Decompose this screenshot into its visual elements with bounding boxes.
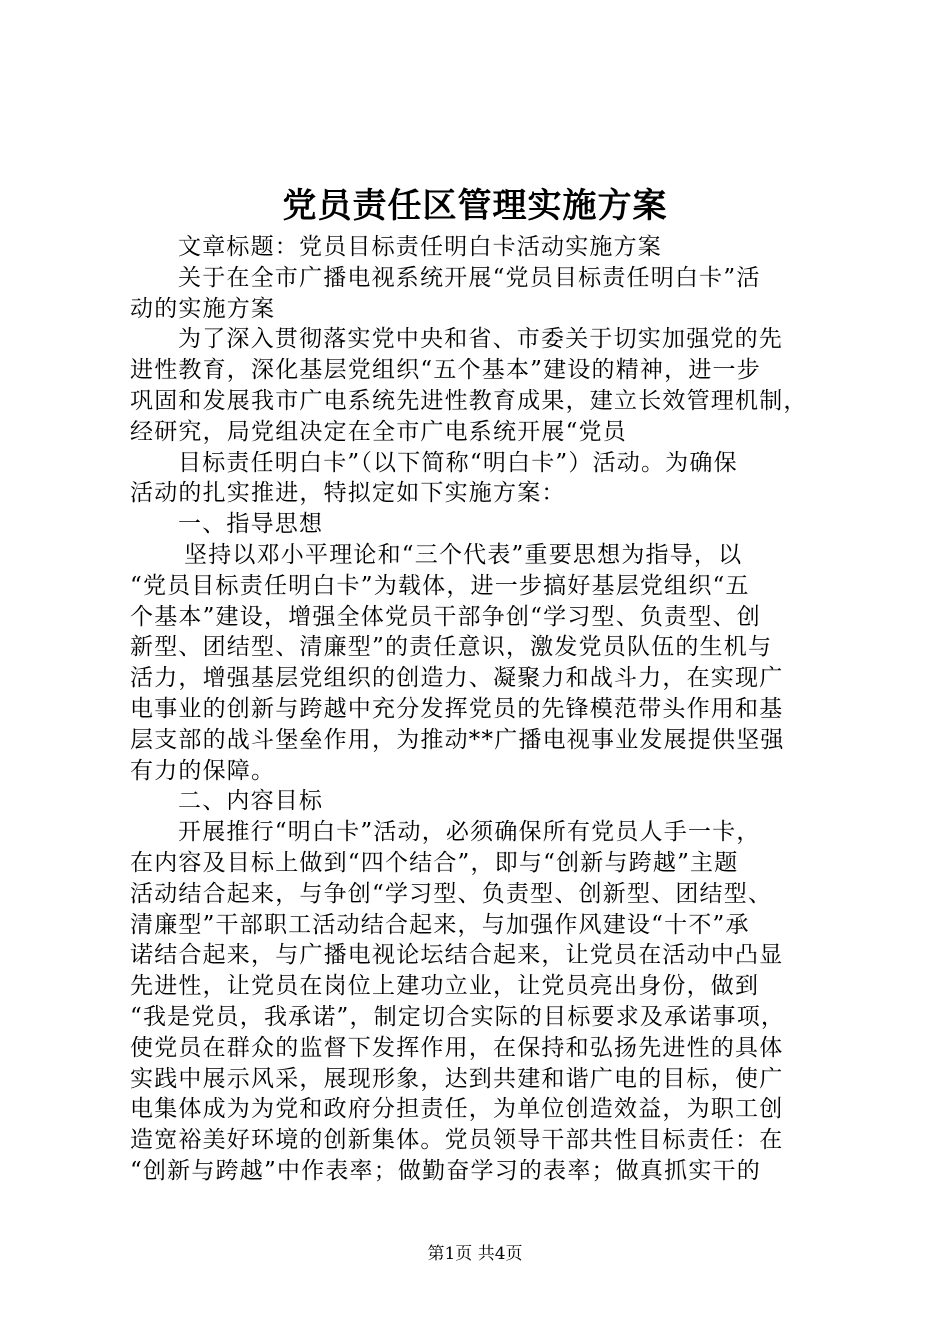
paragraph-line: 巩固和发展我市广电系统先进性教育成果，建立长效管理机制，	[130, 387, 808, 414]
paragraph-line: 经研究，局党组决定在全市广电系统开展“党员	[130, 418, 627, 445]
paragraph-line: 清廉型”干部职工活动结合起来，与加强作风建设“十不”承	[130, 911, 750, 938]
paragraph-line: “党员目标责任明白卡”为载体，进一步搞好基层党组织“五	[130, 572, 750, 599]
paragraph-line: 活力，增强基层党组织的创造力、凝聚力和战斗力，在实现广	[130, 665, 784, 692]
document-body	[130, 232, 835, 1187]
section-heading: 二、内容目标	[178, 788, 324, 815]
paragraph-line: 为了深入贯彻落实党中央和省、市委关于切实加强党的先	[178, 326, 783, 353]
paragraph-line: 个基本”建设，增强全体党员干部争创“学习型、负责型、创	[130, 603, 761, 630]
paragraph-line: 坚持以邓小平理论和“三个代表”重要思想为指导，以	[184, 541, 743, 568]
paragraph-line: 使党员在群众的监督下发挥作用，在保持和弘扬先进性的具体	[130, 1034, 784, 1061]
paragraph-line: 层支部的战斗堡垒作用，为推动**广播电视事业发展提供坚强	[130, 726, 785, 753]
paragraph-line: 开展推行“明白卡”活动，必须确保所有党员人手一卡，	[178, 819, 761, 846]
paragraph-line: 活动结合起来，与争创“学习型、负责型、创新型、团结型、	[130, 880, 773, 907]
paragraph-line: 实践中展示风采，展现形象，达到共建和谐广电的目标，使广	[130, 1065, 784, 1092]
subtitle-line: 动的实施方案	[130, 295, 276, 322]
paragraph-line: 电集体成为为党和政府分担责任，为单位创造效益，为职工创	[130, 1096, 784, 1123]
paragraph-line: 新型、团结型、清廉型”的责任意识，激发党员队伍的生机与	[130, 634, 773, 661]
paragraph-line: 先进性，让党员在岗位上建功立业，让党员亮出身份，做到	[130, 973, 760, 1000]
paragraph-line: 电事业的创新与跨越中充分发挥党员的先锋模范带头作用和基	[130, 695, 784, 722]
paragraph-line: “创新与跨越”中作表率；做勤奋学习的表率；做真抓实干的	[130, 1157, 761, 1184]
article-title-line: 文章标题：党员目标责任明白卡活动实施方案	[178, 234, 662, 260]
paragraph-line: 进性教育，深化基层党组织“五个基本”建设的精神，进一步	[130, 357, 761, 384]
document-title: 党员责任区管理实施方案	[282, 186, 668, 226]
paragraph-line: 目标责任明白卡”（以下简称“明白卡”）活动。为确保	[178, 449, 738, 476]
paragraph-line: 有力的保障。	[130, 757, 276, 784]
paragraph-line: 造宽裕美好环境的创新集体。党员领导干部共性目标责任：在	[130, 1127, 784, 1154]
subtitle-line: 关于在全市广播电视系统开展“党员目标责任明白卡”活	[178, 264, 761, 291]
paragraph-line: “我是党员，我承诺”，制定切合实际的目标要求及承诺事项，	[130, 1003, 786, 1030]
paragraph-line: 在内容及目标上做到“四个结合”，即与“创新与跨越”主题	[130, 849, 739, 876]
section-heading: 一、指导思想	[178, 511, 324, 538]
page-number-footer: 第1页 共4页	[427, 1244, 523, 1264]
paragraph-line: 诺结合起来，与广播电视论坛结合起来，让党员在活动中凸显	[130, 942, 784, 969]
paragraph-line: 活动的扎实推进，特拟定如下实施方案：	[130, 480, 566, 507]
